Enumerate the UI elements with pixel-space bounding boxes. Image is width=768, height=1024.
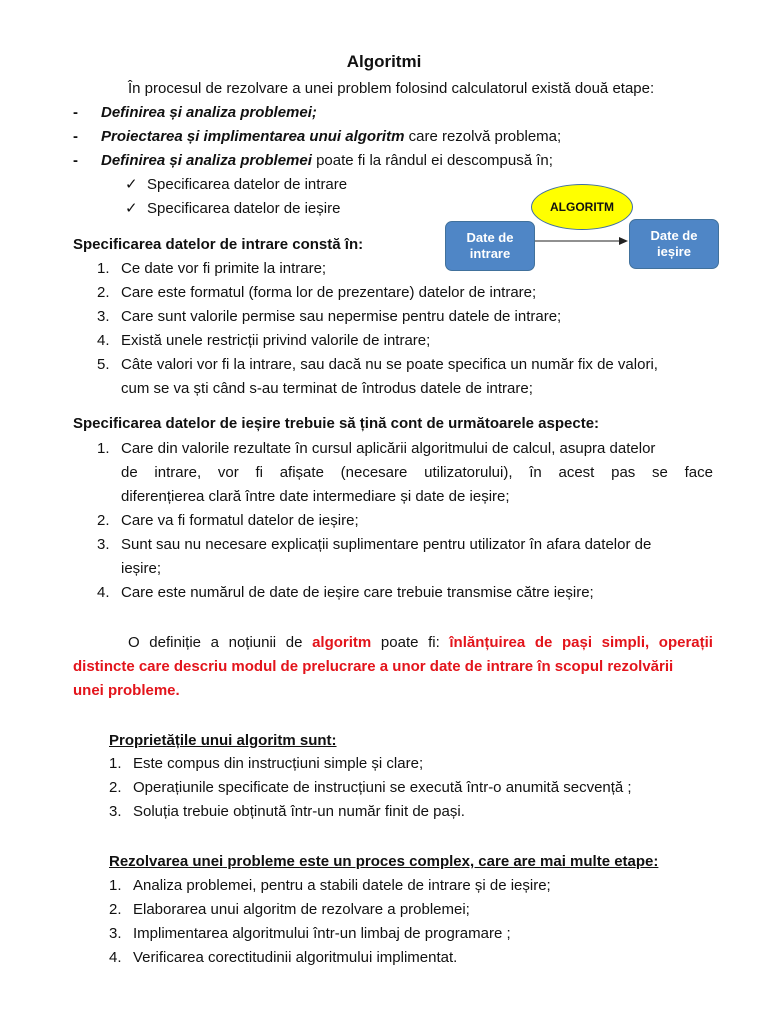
- definition-text: poate fi:: [371, 634, 450, 651]
- list-item-text: Analiza problemei, pentru a stabili datele de intrare și de ieșire;: [133, 877, 551, 894]
- list-item-continuation: ieșire;: [121, 560, 162, 577]
- list-item: 2. Operațiunile specificate de instrucțiuni se execută într-o anumită secvență ;: [109, 779, 632, 796]
- list-item: 3. Sunt sau nu necesare explicații suplimentare pentru utilizator în afara datelor de: [97, 536, 652, 553]
- dash-bullet: -: [73, 128, 78, 145]
- list-item-text: Care este numărul de date de ieșire care trebuie transmise către ieșire;: [121, 584, 594, 601]
- dash-item: [73, 151, 713, 171]
- list-item: 1. Care din valorile rezultate în cursul aplicării algoritmului de calcul, asupra datelor: [97, 440, 656, 457]
- list-item-text: Care din valorile rezultate în cursul aplicării algoritmului de calcul, asupra datelor: [121, 440, 656, 457]
- list-item: 1. Analiza problemei, pentru a stabili datele de intrare și de ieșire;: [109, 877, 551, 894]
- list-item-text: Care este formatul (forma lor de prezentare) datelor de intrare;: [121, 284, 537, 301]
- list-item: 4. Care este numărul de date de ieșire care trebuie transmise către ieșire;: [97, 584, 594, 601]
- list-item-text: Câte valori vor fi la intrare, sau dacă nu se poate specifica un număr fix de valori,: [121, 356, 658, 373]
- list-item: 2. Care este formatul (forma lor de prezentare) datelor de intrare;: [97, 284, 537, 301]
- section-heading: Specificarea datelor de intrare constă în:: [73, 236, 364, 253]
- list-item: 1. Este compus din instrucțiuni simple și clare;: [109, 755, 424, 772]
- list-item: 2. Elaborarea unui algoritm de rezolvare a problemei;: [109, 901, 470, 918]
- list-item: 5. Câte valori vor fi la intrare, sau dacă nu se poate specifica un număr fix de valori,: [97, 356, 658, 373]
- dash-item: [73, 103, 713, 123]
- input-box-line: Date de: [466, 230, 514, 245]
- dash-item: [73, 127, 713, 147]
- input-box-line: intrare: [469, 246, 511, 261]
- algorithm-ellipse: ALGORITM: [531, 184, 633, 230]
- definition-highlight: distincte care descriu modul de prelucrare a unor date de intrare în scopul rezolvării: [73, 658, 674, 675]
- list-item: 3. Implimentarea algoritmului într-un limbaj de programare ;: [109, 925, 511, 942]
- definition-text: O definiție a noțiunii de: [128, 634, 313, 651]
- dash-item-emphasis: Definirea și analiza problemei;: [101, 104, 317, 121]
- list-item-text: Care va fi formatul datelor de ieșire;: [121, 512, 359, 529]
- list-item-text: Implimentarea algoritmului într-un limbaj de programare ;: [133, 925, 511, 942]
- list-item: 3. Soluția trebuie obținută într-un număr finit de pași.: [109, 803, 465, 820]
- definition-keyword: algoritm: [312, 634, 372, 651]
- list-item-continuation: diferențierea clară între date intermediare și date de ieșire;: [121, 488, 510, 505]
- list-item-continuation: de intrare, vor fi afișate (necesare utilizatorului), în acest pas se face: [121, 464, 713, 481]
- checkmark-icon: ✓: [125, 200, 138, 217]
- list-item-text: Elaborarea unui algoritm de rezolvare a problemei;: [133, 901, 470, 918]
- list-item-continuation: cum se va ști când s-au terminat de întrodus datele de intrare;: [121, 380, 533, 397]
- check-item: [125, 175, 445, 195]
- list-item: 4. Verificarea corectitudinii algoritmului implimentat.: [109, 949, 458, 966]
- definition-line: [128, 633, 713, 653]
- section-heading: Rezolvarea unei probleme este un proces complex, care are mai multe etape:: [109, 853, 659, 870]
- list-item: 1. Ce date vor fi primite la intrare;: [97, 260, 327, 277]
- check-item: [125, 199, 445, 219]
- definition-highlight: înlănțuirea de pași simpli, operații: [449, 634, 713, 651]
- list-item: 3. Care sunt valorile permise sau nepermise pentru datele de intrare;: [97, 308, 562, 325]
- dash-item-emphasis: Proiectarea și implimentarea unui algoritm: [101, 128, 405, 145]
- output-box-line: Date de: [650, 228, 698, 243]
- dash-bullet: -: [73, 104, 78, 121]
- check-item-label: Specificarea datelor de ieșire: [147, 200, 341, 217]
- dash-bullet: -: [73, 152, 78, 169]
- section-heading: Specificarea datelor de ieșire trebuie să țină cont de următoarele aspecte:: [73, 415, 600, 432]
- checkmark-icon: ✓: [125, 176, 138, 193]
- list-item-text: Care sunt valorile permise sau nepermise pentru datele de intrare;: [121, 308, 562, 325]
- output-box-line: ieșire: [657, 244, 691, 259]
- list-item-text: Sunt sau nu necesare explicații suplimentare pentru utilizator în afara datelor de: [121, 536, 652, 553]
- dash-item-text: poate fi la rândul ei descompusă în;: [311, 152, 553, 169]
- check-item-label: Specificarea datelor de intrare: [147, 176, 348, 193]
- list-item-text: Operațiunile specificate de instrucțiuni se execută într-o anumită secvență ;: [133, 779, 632, 796]
- list-item-text: Verificarea corectitudinii algoritmului implimentat.: [133, 949, 458, 966]
- page-title: Algoritmi: [346, 52, 422, 71]
- list-item-text: Există unele restricții privind valorile de intrare;: [121, 332, 431, 349]
- list-item-text: Soluția trebuie obținută într-un număr finit de pași.: [133, 803, 465, 820]
- intro-text: În procesul de rezolvare a unei problem folosind calculatorul există două etape:: [128, 80, 655, 97]
- definition-highlight: unei probleme.: [73, 682, 180, 699]
- list-item-text: Este compus din instrucțiuni simple și clare;: [133, 755, 424, 772]
- list-item: 2. Care va fi formatul datelor de ieșire;: [97, 512, 359, 529]
- dash-item-text: care rezolvă problema;: [404, 128, 562, 145]
- dash-item-emphasis: Definirea și analiza problemei: [101, 152, 312, 169]
- list-item: 4. Există unele restricții privind valorile de intrare;: [97, 332, 431, 349]
- list-item-text: Ce date vor fi primite la intrare;: [121, 260, 327, 277]
- section-heading: Proprietățile unui algoritm sunt:: [109, 732, 337, 749]
